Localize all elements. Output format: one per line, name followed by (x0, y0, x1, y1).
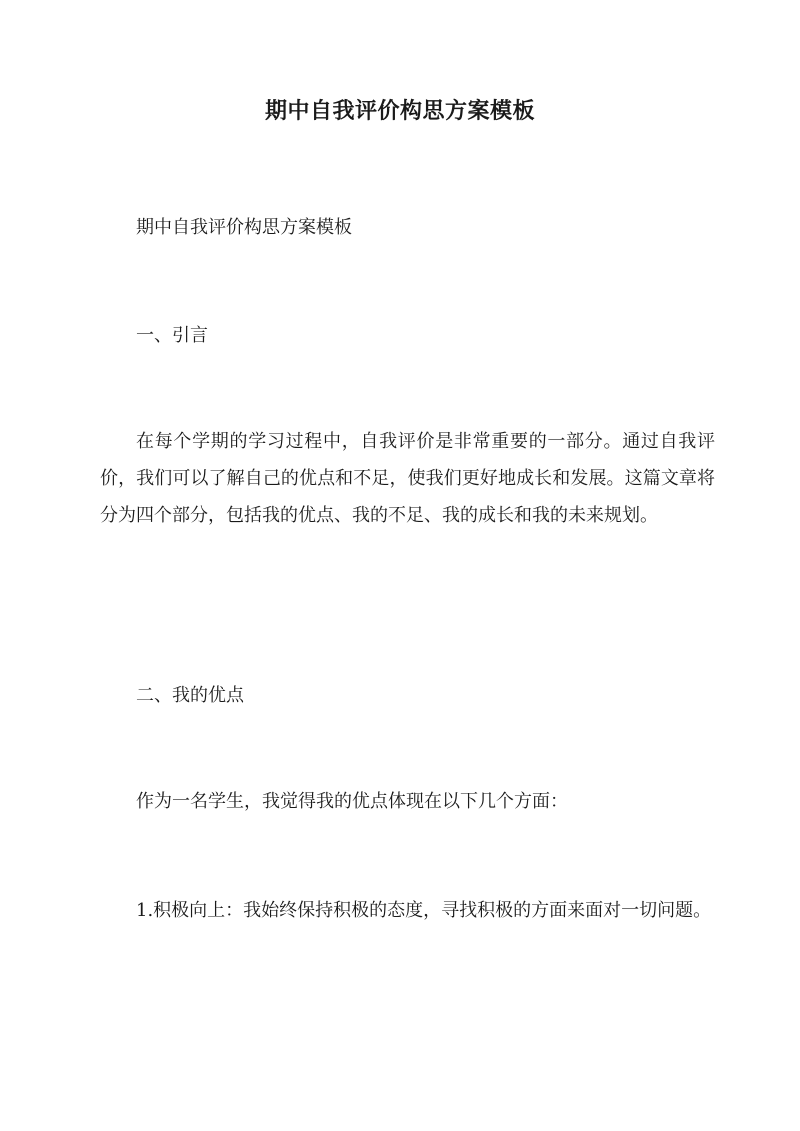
intro-paragraph: 在每个学期的学习过程中，自我评价是非常重要的一部分。通过自我评价，我们可以了解自己的优点和不足，使我们更好地成长和发展。这篇文章将分为四个部分，包括我的优点、我的不足、我的成长和我的未来规划。 (100, 431, 715, 526)
section-heading-strengths: 二、我的优点 (136, 685, 244, 706)
document-title: 期中自我评价构思方案模板 (264, 98, 535, 124)
document-subtitle: 期中自我评价构思方案模板 (136, 217, 352, 238)
section-heading-intro: 一、引言 (136, 325, 208, 346)
strength-item-1: 1.积极向上：我始终保持积极的态度，寻找积极的方面来面对一切问题。 (136, 900, 712, 921)
strengths-lead-paragraph: 作为一名学生，我觉得我的优点体现在以下几个方面： (136, 791, 568, 812)
